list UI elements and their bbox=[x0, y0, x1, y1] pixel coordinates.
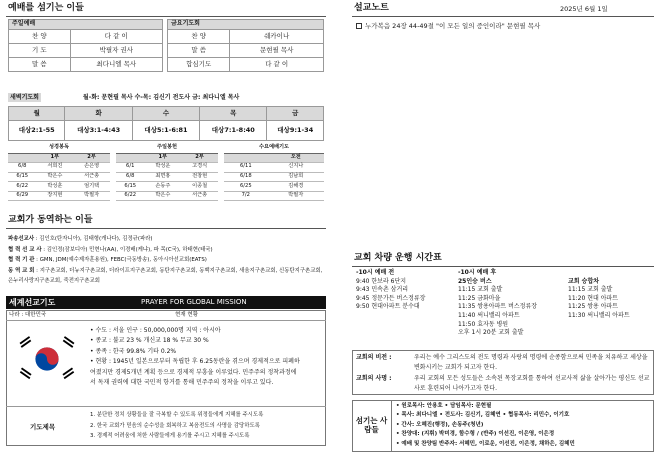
vision-label: 교회의 비전 : bbox=[356, 354, 392, 361]
stop: 11:15 교회 출발 bbox=[458, 286, 503, 294]
cell: 6/8 bbox=[116, 172, 144, 182]
cell: 박성훈 bbox=[36, 182, 73, 192]
partner-label: 협 력 기 관 bbox=[8, 257, 35, 263]
dawn-header bbox=[8, 95, 324, 106]
cell: 박필자 bbox=[73, 191, 110, 201]
day: 금 bbox=[267, 107, 324, 121]
table-title: 성경봉독 bbox=[8, 143, 110, 153]
offering-table bbox=[116, 143, 218, 201]
cell: 6/8 bbox=[8, 163, 36, 173]
partner-row: 협 력 선 교 사 : 김인정(잠보디아) 민현나(AA), 이경배(케냐), 파 목(C국), 하태현(태국) bbox=[8, 246, 213, 253]
servants-label: 섬기는 사람들 bbox=[352, 400, 392, 452]
cell: 6/18 bbox=[224, 172, 268, 182]
servant-line: • 목사: 최다니엘 • 전도사: 김신기, 김혜연 • 협동목사: 리민수, 이기호 bbox=[396, 412, 570, 419]
dawn-text: 대상7:1-8:40 bbox=[200, 121, 267, 141]
partner-text: GMN, JDM(예수제자훈용원), FEBC(극동방송), 동아시아선교회(EATS) bbox=[39, 257, 207, 263]
cell: 6/15 bbox=[116, 182, 144, 192]
bible-reading-table bbox=[8, 143, 110, 201]
stop: 11:40 써니밸리 아파트 bbox=[458, 311, 520, 319]
fact: • 수도 : 서울 인구 : 50,000,000명 지역 : 아시아 bbox=[90, 327, 221, 334]
cell: 6/22 bbox=[8, 182, 36, 192]
partner-text: 지구촌교회, 더뉴지구촌교회, 더라이프지구촌교회, 동탄지구촌교회, 동백지구촌교회, 새움지구촌교회, 신동탄지구촌교회, 은누리사랑지구촌교회, 죽전지구촌교회 bbox=[8, 267, 323, 284]
day: 수 bbox=[132, 107, 199, 121]
cell: 6/22 bbox=[116, 191, 144, 201]
wednesday-prayer-table bbox=[224, 143, 324, 201]
partner-text: 김인호(탄자니아), 김태형(캐나다), 김정규(파라) bbox=[39, 236, 153, 242]
prayer-list bbox=[90, 410, 324, 442]
cell: 박필자 bbox=[268, 191, 324, 201]
cell: 이종철 bbox=[181, 182, 218, 192]
sermon-line bbox=[356, 23, 540, 30]
servant-line: • 원로목사: 안용호 • 담임목사: 문현필 bbox=[396, 403, 492, 409]
col-sub: 교회 승합차 bbox=[568, 277, 600, 285]
worship-title: 예배를 섬기는 이들 bbox=[8, 3, 84, 13]
sermon-date: 2025년 6월 1일 bbox=[560, 5, 608, 13]
stop: 11:25 쌍용 아파트 bbox=[568, 303, 619, 311]
church-mission-label: 교회의 사명 : bbox=[356, 375, 392, 382]
mission-banner bbox=[6, 296, 326, 309]
cell: 서근총 bbox=[181, 191, 218, 201]
cell: 손동주 bbox=[144, 182, 181, 192]
korea-flag-icon bbox=[12, 330, 82, 388]
cell: 최면홍 bbox=[144, 172, 181, 182]
prayer-item: 2. 한국 교회가 믿음의 순수성을 회복하고 복음전도의 사명을 감당하도록 bbox=[90, 422, 260, 429]
stop: 11:50 효자동 병원 bbox=[458, 320, 509, 328]
cell: 쉐카이나 bbox=[230, 30, 324, 44]
col-header: -10시 예배 후 bbox=[458, 269, 497, 276]
col-header: 2부 bbox=[181, 153, 218, 163]
cell: 말 씀 bbox=[9, 58, 71, 72]
vehicle-col-van bbox=[568, 278, 654, 321]
stop: 9:43 민속촌 삼거리 bbox=[356, 286, 409, 294]
servant-line: • 예배 및 찬양팀 반주자: 서혜민, 이로운, 이선진, 이은정, 채하은, 김혜민 bbox=[396, 440, 575, 447]
cell: 박은수 bbox=[144, 191, 181, 201]
partners-list bbox=[8, 234, 326, 287]
stop: 9:45 정문가든 버스정류장 bbox=[356, 294, 426, 302]
col-header: 2부 bbox=[73, 153, 110, 163]
cell: 최다니엘 목사 bbox=[70, 58, 162, 72]
table-title: 주일봉헌 bbox=[116, 143, 218, 153]
cell: 김남희 bbox=[268, 172, 324, 182]
vision-text-block bbox=[356, 353, 650, 393]
divider bbox=[6, 16, 326, 17]
cell: 서근총 bbox=[73, 172, 110, 182]
cell: 찬 양 bbox=[168, 30, 230, 44]
col-sub: 25인승 버스 bbox=[458, 277, 492, 285]
friday-label: 금요기도회 bbox=[168, 20, 324, 30]
col-header: 1부 bbox=[36, 153, 73, 163]
cell: 6/11 bbox=[224, 163, 268, 173]
cell: 고경식 bbox=[181, 163, 218, 173]
dawn-text: 대상3:1-4:43 bbox=[65, 121, 132, 141]
partner-row: 파송선교사 : 김인호(탄자니아), 김태형(캐나다), 김정규(파라) bbox=[8, 236, 153, 242]
day: 월 bbox=[9, 107, 65, 121]
dawn-text: 대상2:1-55 bbox=[9, 121, 65, 141]
vision-row bbox=[356, 353, 650, 372]
partner-label: 협 력 선 교 사 bbox=[8, 246, 42, 253]
stop: 11:35 쌍용아파트 버스정류장 bbox=[458, 303, 538, 311]
servant-line: • 찬양대: (지휘) 박미경, 함수형 / (반주) 이선진, 이은영, 이은정 bbox=[396, 431, 555, 438]
cell: 6/1 bbox=[116, 163, 144, 173]
servants-list bbox=[396, 402, 652, 449]
fact: • 종교 : 불교 23 % 개신교 18 % 무교 30 % bbox=[90, 337, 209, 345]
cell: 문현필 목사 bbox=[230, 44, 324, 58]
church-mission-text: 우리 교회의 모든 성도들은 소속된 목장교회를 통하여 선교사적 삶을 살아가는 평신도 선교사로 훈련되어 나아가고자 한다. bbox=[414, 375, 650, 392]
prayer-label: 기도제목 bbox=[30, 423, 56, 431]
partner-label: 동 역 교 회 bbox=[8, 267, 35, 274]
servant-line: • 간사: 오혜진(행정), 손동주(청년) bbox=[396, 421, 484, 428]
prayer-item: 3. 경제적 어려움에 처한 사람들에게 용기를 주시고 지혜를 주시도록 bbox=[90, 433, 250, 439]
table-title: 수요예배기도 bbox=[224, 143, 324, 153]
cell: 기 도 bbox=[9, 44, 71, 58]
stop: 11:15 교회 출발 bbox=[568, 286, 613, 294]
vehicle-col-before bbox=[356, 269, 451, 312]
cell: 7/2 bbox=[224, 191, 268, 201]
divider bbox=[6, 228, 326, 229]
cell: 다 같 이 bbox=[70, 30, 162, 44]
col-header: -10시 예배 전 bbox=[356, 269, 395, 276]
stop: 9:50 현대아파트 분수대 bbox=[356, 303, 420, 311]
partner-row: 협 력 기 관 : GMN, JDM(예수제자훈용원), FEBC(극동방송), 동아시아선교회(EATS) bbox=[8, 257, 207, 263]
cell: 6/29 bbox=[8, 191, 36, 201]
vehicle-col-after bbox=[458, 269, 558, 338]
divider bbox=[6, 406, 326, 407]
cell: 전창현 bbox=[181, 172, 218, 182]
cell: 말 씀 bbox=[168, 44, 230, 58]
cell: 박필자 권사 bbox=[70, 44, 162, 58]
country-label: 나라 : 대한민국 bbox=[9, 312, 47, 318]
dawn-text: 대상5:1-6:81 bbox=[132, 121, 199, 141]
fact: • 종족 : 한국 99.8% 기타 0.2% bbox=[90, 347, 177, 355]
vehicle-title: 교회 차량 운행 시간표 bbox=[354, 253, 442, 263]
stop: 9:40 한보라 6단지 bbox=[356, 277, 407, 285]
divider bbox=[352, 266, 654, 267]
cell: 박은수 bbox=[36, 172, 73, 182]
cell: 김해경 bbox=[268, 182, 324, 192]
cell: 6/15 bbox=[8, 172, 36, 182]
divider bbox=[352, 16, 654, 17]
checkbox-icon bbox=[356, 23, 362, 29]
cell: 박성운 bbox=[144, 163, 181, 173]
col-header: 1부 bbox=[144, 153, 181, 163]
stop: 11:20 현대 아파트 bbox=[568, 294, 619, 302]
prayer-item: 1. 분단한 정치 상황들을 잘 극복할 수 있도록 위정들에게 지혜를 주시도록 bbox=[90, 412, 264, 418]
friday-prayer-table bbox=[167, 19, 324, 72]
partner-row: 동 역 교 회 : 지구촌교회, 더뉴지구촌교회, 더라이프지구촌교회, 동탄지구촌교회, 동백지구촌교회, 새움지구촌교회, 신동탄지구촌교회, 은누리사랑지구촌교회, 죽전지구촌교회 bbox=[8, 267, 323, 284]
sermon-text: 누가복음 24장 44-49절 "이 모든 일의 증인이라" 문현필 목사 bbox=[365, 22, 541, 30]
cell: 신지나 bbox=[268, 163, 324, 173]
mission-title: 세계선교기도 bbox=[9, 298, 56, 307]
partner-text: 김인정(잠보디아) 민현나(AA), 이경배(케냐), 파 목(C국), 하태현(태국) bbox=[46, 246, 213, 253]
cell: 합심기도 bbox=[168, 58, 230, 72]
cell: 찬 양 bbox=[9, 30, 71, 44]
divider bbox=[6, 320, 326, 321]
day: 화 bbox=[65, 107, 132, 121]
sermon-title: 설교노트 bbox=[354, 3, 389, 13]
mission-row bbox=[356, 374, 650, 393]
stop: 오후 1시 20분 교회 출발 bbox=[458, 329, 524, 337]
partner-label: 파송선교사 bbox=[8, 236, 35, 242]
mission-subtitle: PRAYER FOR GLOBAL MISSION bbox=[141, 298, 247, 306]
fact: • 현황 : 1945년 일본으로부터 독립한 후 6.25동란을 겪으며 경제적으로 피폐하여졌지만 경제5개년 계획 등으로 경제적 부흥을 이루었다. 민주주의 정착과정에서 독재 권력에 대한 국민적 항거를 통해 민주주의 정착을 이루고 있다. bbox=[90, 358, 300, 387]
dawn-label: 새벽기도회 bbox=[10, 94, 39, 101]
dawn-leaders: 월-화: 문현필 목사 수-목: 김신기 전도사 금: 최다니엘 목사 bbox=[82, 94, 240, 101]
cell: 장지현 bbox=[36, 191, 73, 201]
dawn-table bbox=[8, 106, 324, 141]
cell: 다 같 이 bbox=[230, 58, 324, 72]
partners-title: 교회가 동역하는 이들 bbox=[8, 215, 93, 225]
cell: 손은영 bbox=[73, 163, 110, 173]
cell: 서희진 bbox=[36, 163, 73, 173]
day: 목 bbox=[200, 107, 267, 121]
vision-text: 우리는 예수 그리스도의 전도 명령과 사랑의 명령에 순종함으로써 민족을 치유하고 세상을 변화시키는 교회가 되고자 한다. bbox=[414, 354, 648, 371]
cell: 6/25 bbox=[224, 182, 268, 192]
stop: 11:25 금화마을 bbox=[458, 294, 501, 302]
dawn-text: 대상9:1-34 bbox=[267, 121, 324, 141]
cell: 엄기택 bbox=[73, 182, 110, 192]
stop: 11:30 써니밸리 아파트 bbox=[568, 311, 630, 319]
mission-facts bbox=[90, 326, 300, 388]
col-header: 오전 bbox=[268, 153, 324, 163]
sunday-label: 주일예배 bbox=[9, 20, 163, 30]
status-label: 현재 현황 bbox=[175, 312, 199, 318]
sunday-worship-table bbox=[8, 19, 163, 72]
